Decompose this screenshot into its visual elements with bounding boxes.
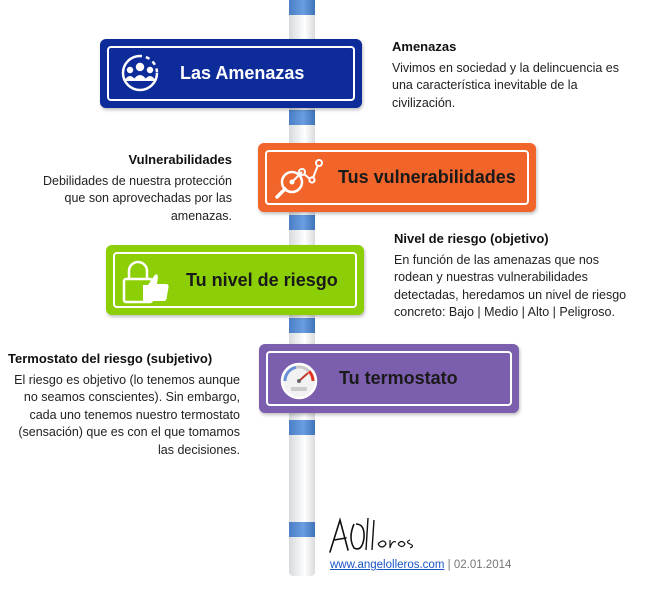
sign-label: Tu nivel de riesgo [186,269,338,290]
website-link[interactable]: www.angelolleros.com [330,559,445,571]
description-termostato [8,350,240,459]
footer-separator: | [447,559,451,571]
description-body: Debilidades de nuestra protección que son aprovechadas por las amenazas. [42,173,232,223]
description-body: El riesgo es objetivo (lo tenemos aunque no seamos conscientes). Sin embargo, cada uno tenemos nuestro termostato (sensación) que es con el que tomamos las decisiones. [14,372,240,457]
sign-nivel-riesgo [106,245,364,315]
description-title: Termostato del riesgo (subjetivo) [8,351,213,366]
sign-label: Las Amenazas [180,63,305,83]
post-band [289,522,315,537]
post-band [289,318,315,333]
signature-logo [326,514,426,556]
description-vulnerabilidades [20,151,232,225]
description-title: Vulnerabilidades [128,152,232,167]
description-body: En función de las amenazas que nos rodean y nuestras vulnerabilidades detectadas, heredamos un nivel de riesgo concreto: Bajo | Medio | Alto | Peligroso. [394,252,627,319]
users-group-icon [114,51,166,99]
description-title: Amenazas [392,39,457,54]
description-title: Nivel de riesgo (objetivo) [394,231,549,246]
description-amenazas [392,38,632,112]
footer [330,559,511,571]
description-body: Vivimos en sociedad y la delincuencia es una característica inevitable de la civilización. [392,60,619,110]
post-band [289,0,315,15]
sign-label: Tu termostato [339,368,458,388]
footer-date: 02.01.2014 [453,559,512,571]
lock-thumbs-up-icon [120,257,172,305]
magnifier-network-icon [272,155,324,203]
sign-amenazas [100,39,362,108]
sign-label: Tus vulnerabilidades [338,167,516,187]
sign-termostato [259,344,519,413]
post-band [289,110,315,125]
post-band [289,420,315,435]
sign-vulnerabilidades [258,143,536,212]
post-band [289,215,315,230]
description-nivel-riesgo [394,230,634,322]
gauge-icon [273,356,325,404]
